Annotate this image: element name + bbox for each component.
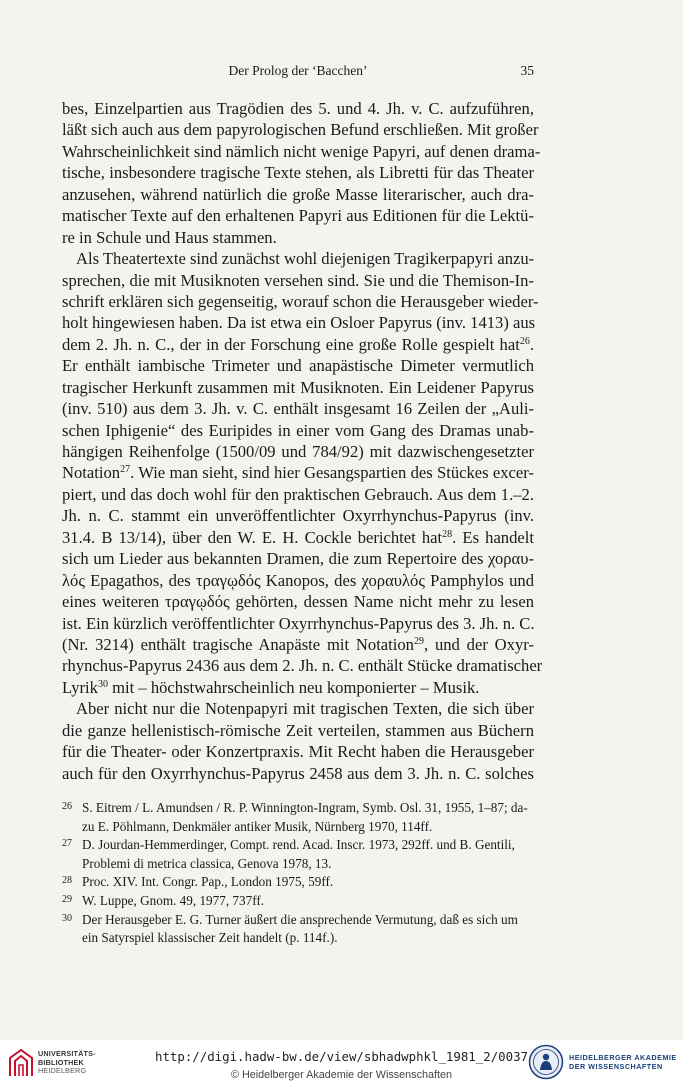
footnote <box>62 873 534 892</box>
text-line <box>62 334 534 355</box>
text-line-continuation: . <box>529 334 534 354</box>
text-line-content: Aber nicht nur die Notenpapyri mit tragischen Texten, die sich über <box>76 699 534 719</box>
text-line <box>62 698 534 719</box>
footnote-number: 26 <box>62 801 72 812</box>
academy-name-line2: DER WISSENSCHAFTEN <box>569 1062 663 1071</box>
page-header <box>62 63 534 81</box>
library-name-line2: BIBLIOTHEK <box>38 1057 84 1067</box>
footnote-reference[interactable]: 26 <box>519 335 530 347</box>
text-line <box>62 355 534 376</box>
academy-seal-icon <box>528 1044 564 1080</box>
text-line-content: schen Iphigenie“ des Euripides in einer vom Gang des Dramas unab- <box>62 420 534 440</box>
footnote-line: Proc. XIV. Int. Congr. Pap., London 1975, 59ff. <box>82 874 334 890</box>
text-line <box>62 184 534 205</box>
text-line <box>62 205 534 226</box>
footnote-line: S. Eitrem / L. Amundsen / R. P. Winnington-Ingram, Symb. Osl. 31, 1955, 1–87; da- <box>82 800 528 815</box>
text-line-continuation: mit – höchstwahrscheinlich neu komponierter – Musik. <box>107 677 480 697</box>
text-line <box>62 548 534 569</box>
footnote-reference[interactable]: 29 <box>413 635 424 647</box>
text-line <box>62 741 534 762</box>
footnote-reference[interactable]: 28 <box>442 528 453 540</box>
text-line <box>62 398 534 419</box>
text-line-content: eines weiteren τραγῳδός gehörten, dessen Name nicht mehr zu lesen <box>62 592 534 612</box>
text-line-content: für die Theater- oder Konzertpraxis. Mit Recht haben die Herausgeber <box>62 742 534 762</box>
text-line-content: λός Epagathos, des τραγῳδός Kanopos, des χοραυλός Pamphylos und <box>62 570 534 590</box>
library-name-line1: UNIVERSITÄTS- <box>38 1049 96 1058</box>
text-line-content: schrift erklären sich gegenseitig, worauf schon die Herausgeber wieder- <box>62 291 539 311</box>
text-line <box>62 227 534 248</box>
text-line-content: tragischer Herkunft zusammen mit Musiknoten. Ein Leidener Papyrus <box>62 377 534 397</box>
text-line <box>62 484 534 505</box>
text-line-continuation: . Es handelt <box>452 527 534 547</box>
footnote-reference[interactable]: 27 <box>120 464 131 476</box>
text-line <box>62 677 534 698</box>
academy-name <box>569 1053 677 1071</box>
text-line-content: die ganze hellenistisch-römische Zeit verteilen, stammen aus Büchern <box>62 720 534 740</box>
text-line <box>62 655 543 676</box>
text-line-content: sich um Lieder aus bekannten Dramen, die zum Repertoire des χοραυ- <box>62 549 534 569</box>
text-line-content: 31.4. B 13/14), über den W. E. H. Cockle berichtet hat <box>62 527 443 547</box>
text-line <box>62 505 534 526</box>
text-line <box>62 141 541 162</box>
running-title: Der Prolog der ‘Bacchen’ <box>228 63 368 78</box>
text-line <box>62 527 534 548</box>
footnotes <box>62 799 534 948</box>
footnote-line: D. Jourdan-Hemmerdinger, Compt. rend. Acad. Inscr. 1973, 292ff. und B. Gentili, <box>82 837 515 853</box>
text-line <box>62 248 534 269</box>
text-line-content: Er enthält iambische Trimeter und anapästische Dimeter vermutlich <box>62 356 534 376</box>
footnote <box>62 911 534 948</box>
text-line-content: Wahrscheinlichkeit sind nämlich nicht wenige Papyri, auf denen drama- <box>62 141 541 161</box>
permalink-url[interactable]: http://digi.hadw-bw.de/view/sbhadwphkl_1981_2/0037 <box>155 1049 528 1064</box>
text-line <box>62 377 534 398</box>
text-line <box>62 462 534 483</box>
text-line <box>62 591 534 612</box>
text-line-content: matischer Texte auf den erhaltenen Papyri aus Editionen für die Lektü- <box>62 206 534 226</box>
footnote <box>62 836 534 873</box>
text-line <box>62 162 534 183</box>
text-line-content: piert, und das doch wohl für den praktischen Gebrauch. Aus dem 1.–2. <box>62 484 534 504</box>
text-line <box>62 613 534 634</box>
text-line-continuation: , und der Oxyr- <box>423 634 534 654</box>
library-name-line3: HEIDELBERG <box>38 1066 87 1075</box>
footnote-line: Problemi di metrica classica, Genova 1978, 13. <box>82 855 332 871</box>
text-line <box>62 634 534 655</box>
text-line <box>62 720 534 741</box>
text-line <box>62 270 534 291</box>
text-line-content: auch für den Oxyrrhynchus-Papyrus 2458 aus dem 3. Jh. n. C. solches <box>62 763 534 783</box>
academy-name-line1: HEIDELBERGER AKADEMIE <box>569 1053 677 1062</box>
text-line-content: Jh. n. C. stammt ein unveröffentlichter Oxyrrhynchus-Papyrus (inv. <box>62 506 534 526</box>
text-line <box>62 420 534 441</box>
text-line <box>62 441 534 462</box>
text-line <box>62 98 534 119</box>
footnote-number: 29 <box>62 893 72 905</box>
footnote <box>62 892 534 911</box>
text-line-content: sprechen, die mit Musiknoten versehen sind. Sie und die Themison-In- <box>62 270 534 290</box>
text-line <box>62 119 539 140</box>
footnote-line: W. Luppe, Gnom. 49, 1977, 737ff. <box>82 892 265 908</box>
footnote-number: 30 <box>62 912 72 924</box>
text-line-content: tische, insbesondere tragische Texte stehen, als Libretti für das Theater <box>62 163 534 183</box>
text-line <box>62 570 534 591</box>
footer-bar <box>0 1040 683 1087</box>
text-line-content: läßt sich auch aus dem papyrologischen Befund erschließen. Mit großer <box>62 120 539 140</box>
text-line-content: Notation <box>62 463 121 483</box>
text-line <box>62 312 534 333</box>
text-line <box>62 763 534 784</box>
text-line <box>62 291 539 312</box>
footnote-line: ein Satyrspiel klassischer Zeit handelt (p. 114f.). <box>82 930 338 946</box>
footnote-reference[interactable]: 30 <box>97 678 108 690</box>
footnote-line: Der Herausgeber E. G. Turner äußert die ansprechende Vermutung, daß es sich um <box>82 911 518 927</box>
footnote <box>62 799 534 836</box>
text-line-content: ist. Ein kürzlich veröffentlichter Oxyrrhynchus-Papyrus des 3. Jh. n. C. <box>62 613 535 633</box>
text-line-content: rhynchus-Papyrus 2436 aus dem 2. Jh. n. C. enthält Stücke dramatischer <box>62 656 543 676</box>
page-number: 35 <box>520 63 534 78</box>
text-line-content: re in Schule und Haus stammen. <box>62 227 277 247</box>
text-line-content: (Nr. 3214) enthält tragische Anapäste mit Notation <box>62 634 414 654</box>
footnote-line: zu E. Pöhlmann, Denkmäler antiker Musik, Nürnberg 1970, 114ff. <box>82 818 433 834</box>
footnote-number: 28 <box>62 875 72 887</box>
text-line-content: Lyrik <box>62 677 98 697</box>
footnote-number: 27 <box>62 838 72 850</box>
body-text <box>62 98 543 784</box>
text-line-content: holt hingewiesen haben. Da ist etwa ein Osloer Papyrus (inv. 1413) aus <box>62 313 536 333</box>
copyright-notice: © Heidelberger Akademie der Wissenschaften <box>230 1069 452 1081</box>
text-line-content: bes, Einzelpartien aus Tragödien des 5. und 4. Jh. v. C. aufzuführen, <box>62 99 534 118</box>
text-line-content: hängigen Reihenfolge (1500/09 und 784/92) mit dazwischengesetzter <box>62 442 534 461</box>
text-line-content: anzusehen, während natürlich die große Masse literarischer, auch dra- <box>62 184 534 204</box>
text-line-continuation: . Wie man sieht, sind hier Gesangspartien des Stückes excer- <box>130 463 534 483</box>
text-line-content: dem 2. Jh. n. C., der in der Forschung eine große Rolle gespielt hat <box>62 334 520 354</box>
text-line-content: Als Theatertexte sind zunächst wohl diejenigen Tragikerpapyri anzu- <box>76 249 535 269</box>
text-line-content: (inv. 510) aus dem 3. Jh. v. C. enthält insgesamt 16 Zeilen der „Auli- <box>62 399 534 419</box>
